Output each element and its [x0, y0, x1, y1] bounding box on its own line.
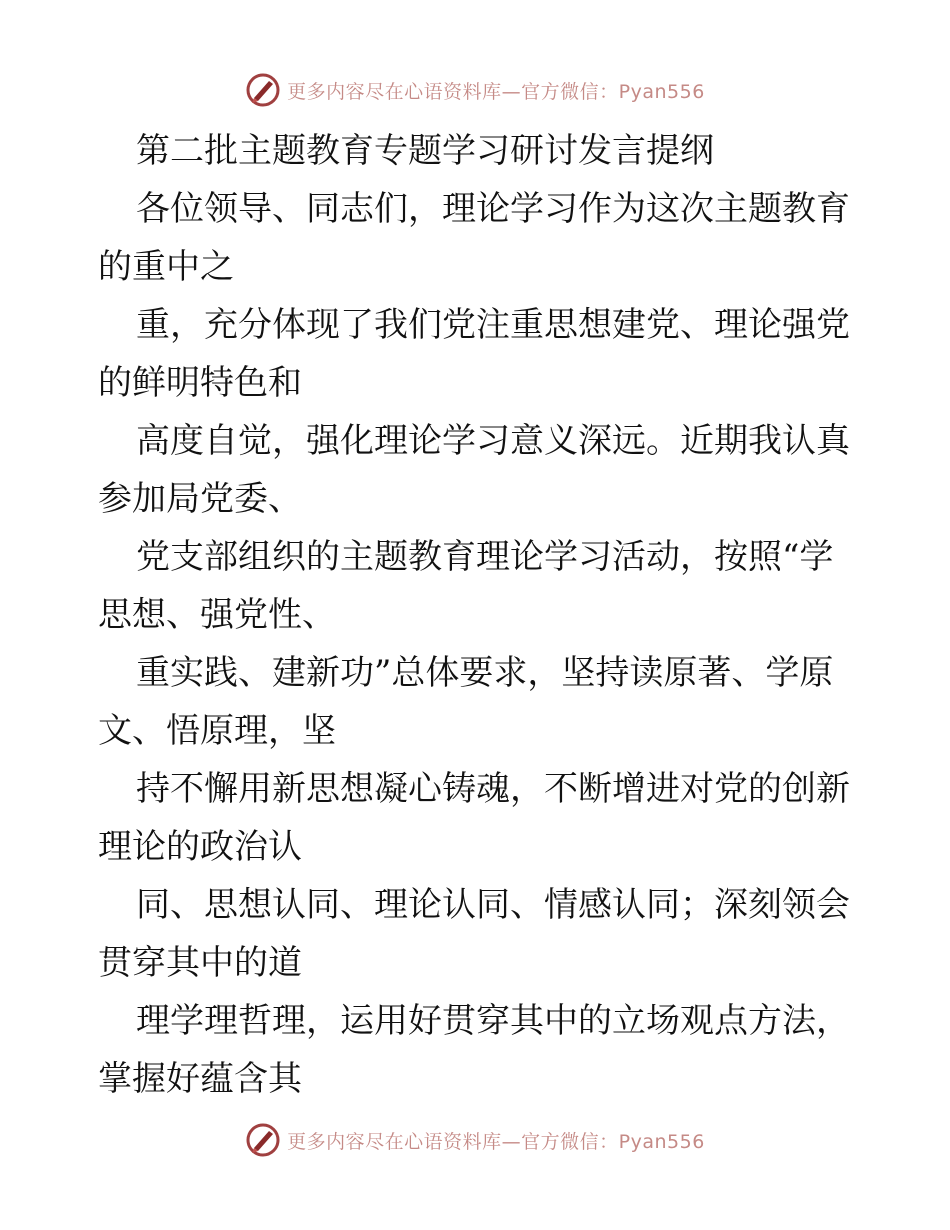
text-line: 的鲜明特色和	[98, 363, 302, 403]
watermark-text: 更多内容尽在心语资料库—官方微信：Pyan556	[287, 80, 705, 103]
watermark-text: 更多内容尽在心语资料库—官方微信：Pyan556	[287, 1130, 705, 1153]
text-line: 第二批主题教育专题学习研讨发言提纲	[136, 131, 714, 171]
text-line: 同、思想认同、理论认同、情感认同；深刻领会	[136, 885, 850, 925]
text-line: 理论的政治认	[98, 827, 302, 867]
text-line: 文、悟原理，坚	[98, 711, 336, 751]
pen-logo-icon	[245, 72, 281, 108]
text-line: 党支部组织的主题教育理论学习活动，按照“学	[136, 537, 834, 577]
text-line: 参加局党委、	[98, 479, 302, 519]
text-line: 理学理哲理，运用好贯穿其中的立场观点方法，	[136, 1001, 850, 1041]
text-line: 掌握好蕴含其	[98, 1059, 302, 1099]
text-line: 贯穿其中的道	[98, 943, 302, 983]
text-line: 重实践、建新功”总体要求，坚持读原著、学原	[136, 653, 834, 693]
text-line: 思想、强党性、	[98, 595, 336, 635]
pen-logo-icon	[245, 1122, 281, 1158]
text-line: 持不懈用新思想凝心铸魂，不断增进对党的创新	[136, 769, 850, 809]
text-line: 的重中之	[98, 247, 234, 287]
text-line: 重，充分体现了我们党注重思想建党、理论强党	[136, 305, 850, 345]
text-line: 高度自觉，强化理论学习意义深远。近期我认真	[136, 421, 850, 461]
footer-watermark	[0, 1120, 950, 1160]
header-watermark	[0, 70, 950, 110]
document-body	[98, 122, 858, 1108]
text-line: 各位领导、同志们，理论学习作为这次主题教育	[136, 189, 850, 229]
